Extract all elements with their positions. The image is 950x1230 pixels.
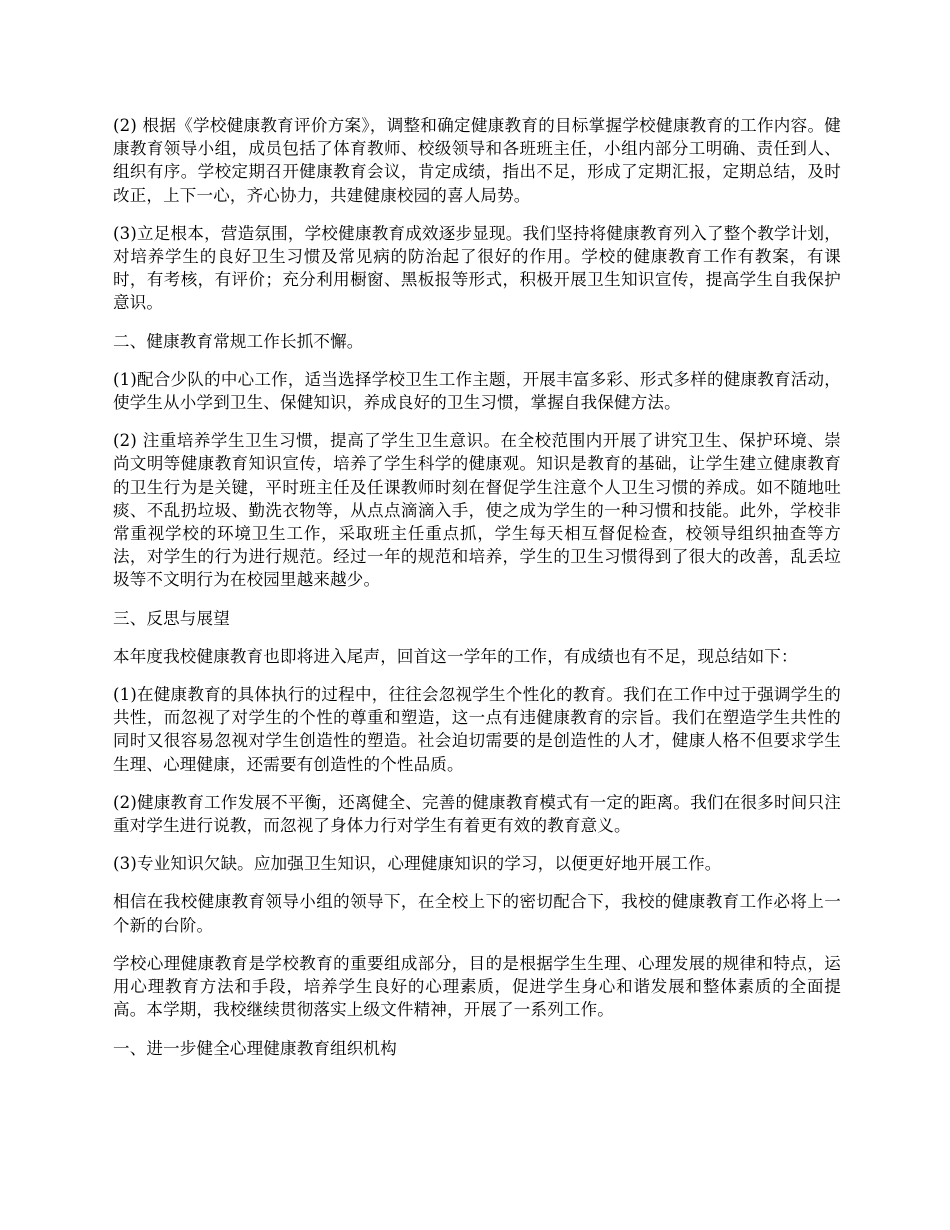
paragraph-hygiene-habits: (2) 注重培养学生卫生习惯，提高了学生卫生意识。在全校范围内开展了讲究卫生、保护环境、崇尚文明等健康教育知识宣传，培养了学生科学的健康观。知识是教育的基础，让学生建立健康教育的卫生行为是关键，平时班主任及任课教师时刻在督促学生注意个人卫生习惯的养成。如不随地吐痰、不乱扔垃圾、勤洗衣物等，从点点滴滴入手，使之成为学生的一种习惯和技能。此外，学校非常重视学校的环境卫生工作，采取班主任重点抓，学生每天相互督促检查，校领导组织抽查等方法，对学生的行为进行规范。经过一年的规范和培养，学生的卫生习惯得到了很大的改善，乱丢垃圾等不文明行为在校园里越来越少。 [113, 431, 841, 590]
paragraph-evaluation-plan: (2) 根据《学校健康教育评价方案》，调整和确定健康教育的目标掌握学校健康教育的工作内容。健康教育领导小组，成员包括了体育教师、校级领导和各班班主任，小组内部分工明确、责任到人、组织有序。学校定期召开健康教育会议，肯定成绩，指出不足，形成了定期汇报，定期总结，及时改正，上下一心，齐心协力，共建健康校园的喜人局势。 [113, 116, 841, 205]
paragraph-atmosphere: (3)立足根本，营造氛围，学校健康教育成效逐步显现。我们坚持将健康教育列入了整个教学计划，对培养学生的良好卫生习惯及常见病的防治起了很好的作用。学校的健康教育工作有教案，有课时，有考核，有评价；充分利用橱窗、黑板报等形式，积极开展卫生知识宣传，提高学生自我保护意识。 [113, 223, 841, 313]
paragraph-mental-health-intro: 学校心理健康教育是学校教育的重要组成部分，目的是根据学生生理、心理发展的规律和特点，运用心理教育方法和手段，培养学生良好的心理素质，促进学生身心和谐发展和整体素质的全面提高。本学期，我校继续贯彻落实上级文件精神，开展了一系列工作。 [113, 953, 841, 1020]
heading-reflection: 三、反思与展望 [113, 608, 230, 628]
heading-organization: 一、进一步健全心理健康教育组织机构 [113, 1038, 397, 1058]
paragraph-imbalance: (2)健康教育工作发展不平衡，还离健全、完善的健康教育模式有一定的距离。我们在很多时间只注重对学生进行说教，而忽视了身体力行对学生有着更有效的教育意义。 [113, 792, 841, 836]
document-page [113, 114, 841, 1075]
paragraph-outlook: 相信在我校健康教育领导小组的领导下，在全校上下的密切配合下，我校的健康教育工作必将上一个新的台阶。 [113, 892, 841, 935]
paragraph-year-summary: 本年度我校健康教育也即将进入尾声，回首这一学年的工作，有成绩也有不足，现总结如下： [113, 646, 798, 666]
heading-routine-work: 二、健康教育常规工作长抓不懈。 [113, 331, 364, 351]
paragraph-individuality: (1)在健康教育的具体执行的过程中，往往会忽视学生个性化的教育。我们在工作中过于强调学生的共性，而忽视了对学生的个性的尊重和塑造，这一点有违健康教育的宗旨。我们在塑造学生共性的同时又很容易忽视对学生创造性的塑造。社会迫切需要的是创造性的人才，健康人格不但要求学生生理、心理健康，还需要有创造性的个性品质。 [113, 685, 841, 774]
paragraph-knowledge-gap: (3)专业知识欠缺。应加强卫生知识，心理健康知识的学习，以便更好地开展工作。 [113, 854, 722, 874]
paragraph-team-activities: (1)配合少队的中心工作，适当选择学校卫生工作主题，开展丰富多彩、形式多样的健康教育活动，使学生从小学到卫生、保健知识，养成良好的卫生习惯，掌握自我保健方法。 [113, 369, 841, 413]
